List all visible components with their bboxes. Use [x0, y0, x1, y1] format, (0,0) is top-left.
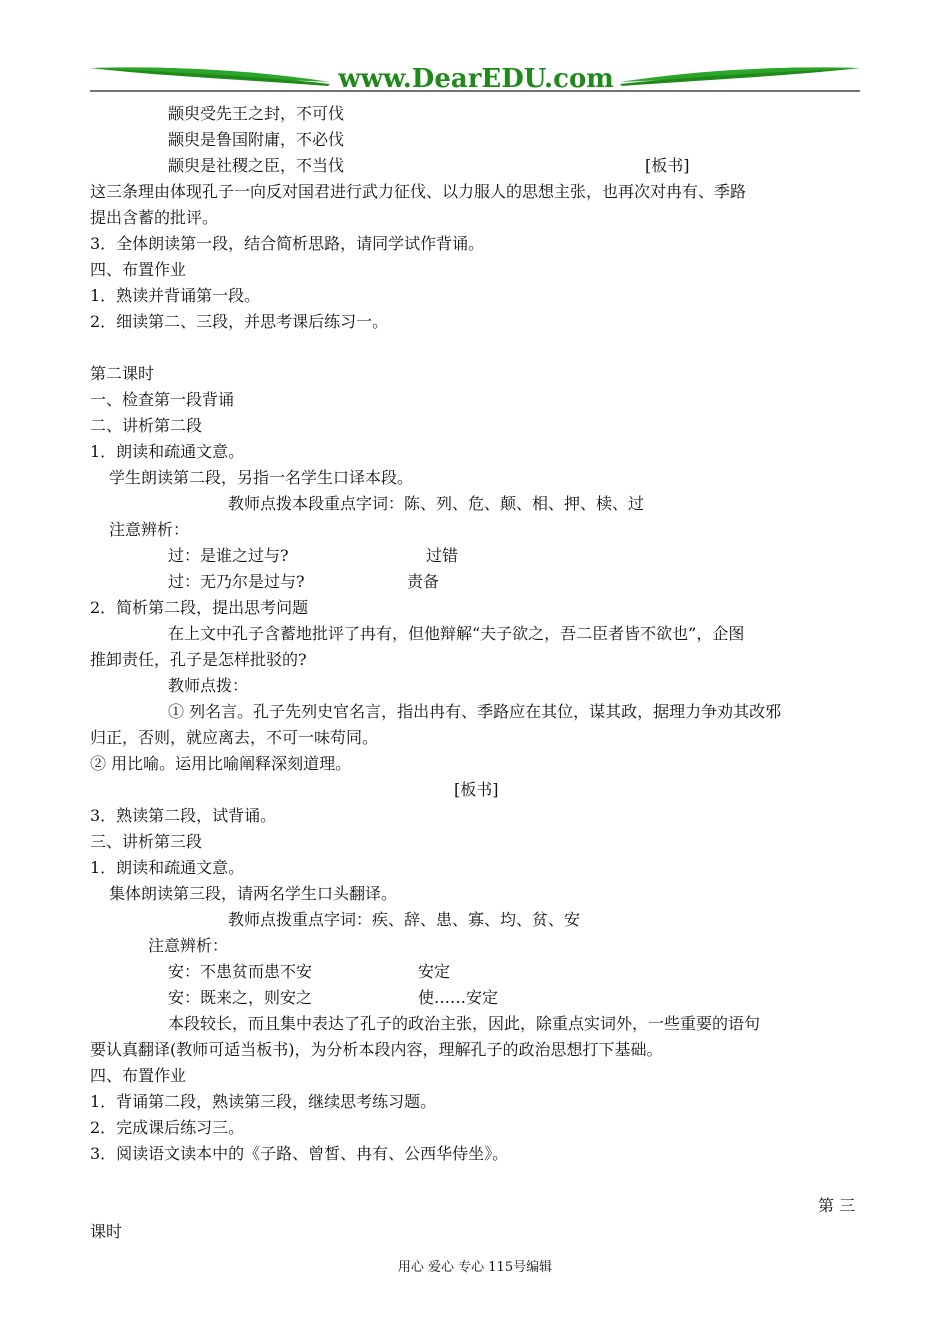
text-line: 2．完成课后练习三。	[90, 1118, 245, 1137]
text-line: 集体朗读第三段，请两名学生口头翻译。	[109, 884, 398, 903]
lesson-heading: 第二课时	[90, 364, 155, 383]
text-line: 1．背诵第二段，熟读第三段，继续思考练习题。	[90, 1092, 437, 1111]
text-line: 学生朗读第二段，另指一名学生口译本段。	[109, 468, 414, 487]
text-line: 要认真翻译(教师可适当板书)，为分析本段内容，理解孔子的政治思想打下基础。	[90, 1040, 663, 1059]
text-line: 2．细读第二、三段，并思考课后练习一。	[90, 312, 389, 331]
site-logo-text: www.DearEDU.com	[338, 64, 614, 94]
site-header-banner	[90, 62, 860, 98]
text-line: 3．阅读语文读本中的《子路、曾皙、冉有、公西华侍坐》。	[90, 1144, 509, 1163]
text-line: 1．朗读和疏通文意。	[90, 442, 245, 461]
text-line: ② 用比喻。运用比喻阐释深刻道理。	[90, 754, 352, 773]
text-line: 3．熟读第二段，试背诵。	[90, 806, 277, 825]
text-line: 注意辨析：	[109, 520, 190, 539]
text-line: 这三条理由体现孔子一向反对国君进行武力征伐、以力服人的思想主张，也再次对冉有、季路	[90, 182, 747, 201]
text-line: 教师点拨本段重点字词：陈、列、危、颠、相、押、椟、过	[228, 494, 645, 513]
text-line: 教师点拨重点字词：疾、辞、患、寡、均、贫、安	[228, 910, 581, 929]
text-line: 安定	[418, 962, 451, 981]
text-line: 过错	[426, 546, 459, 565]
page-footer: 用心 爱心 专心 115号编辑	[397, 1260, 553, 1275]
text-line: 归正，否则，就应离去，不可一味苟同。	[90, 728, 379, 747]
text-line: 2．简析第二段，提出思考问题	[90, 598, 309, 617]
board-note: [板书]	[645, 156, 690, 175]
section-heading: 四、布置作业	[90, 1066, 187, 1085]
text-line: 1．朗读和疏通文意。	[90, 858, 245, 877]
text-line: 安：既来之，则安之	[168, 988, 313, 1007]
text-line: 颛臾是鲁国附庸，不必伐	[168, 130, 345, 149]
text-line: 本段较长，而且集中表达了孔子的政治主张，因此，除重点实词外，一些重要的语句	[168, 1014, 761, 1033]
text-line: 安：不患贫而患不安	[168, 962, 313, 981]
text-line: 推卸责任，孔子是怎样批驳的?	[90, 650, 307, 669]
text-line: 颛臾是社稷之臣，不当伐	[168, 156, 345, 175]
text-line: 提出含蓄的批评。	[90, 208, 219, 227]
lesson-heading-part: 第 三	[818, 1196, 856, 1215]
text-line: 3．全体朗读第一段，结合简析思路，请同学试作背诵。	[90, 234, 485, 253]
section-heading: 一、检查第一段背诵	[90, 390, 235, 409]
text-line: 在上文中孔子含蓄地批评了冉有，但他辩解“夫子欲之，吾二臣者皆不欲也”，企图	[168, 624, 745, 643]
text-line: 过：是谁之过与?	[168, 546, 289, 565]
section-heading: 四、布置作业	[90, 260, 187, 279]
text-line: 颛臾受先王之封，不可伐	[168, 104, 345, 123]
lesson-heading-part: 课时	[90, 1222, 123, 1241]
text-line: 使……安定	[418, 988, 499, 1007]
text-line: 注意辨析：	[148, 936, 229, 955]
section-heading: 二、讲析第二段	[90, 416, 203, 435]
section-heading: 三、讲析第三段	[90, 832, 203, 851]
text-line: 教师点拨：	[168, 676, 249, 695]
text-line: 过：无乃尔是过与?	[168, 572, 305, 591]
board-note: [板书]	[454, 780, 499, 799]
text-line: ① 列名言。孔子先列史官名言，指出冉有、季路应在其位，谋其政，据理力争劝其改邪	[168, 702, 782, 721]
text-line: 责备	[407, 572, 440, 591]
text-line: 1．熟读并背诵第一段。	[90, 286, 261, 305]
